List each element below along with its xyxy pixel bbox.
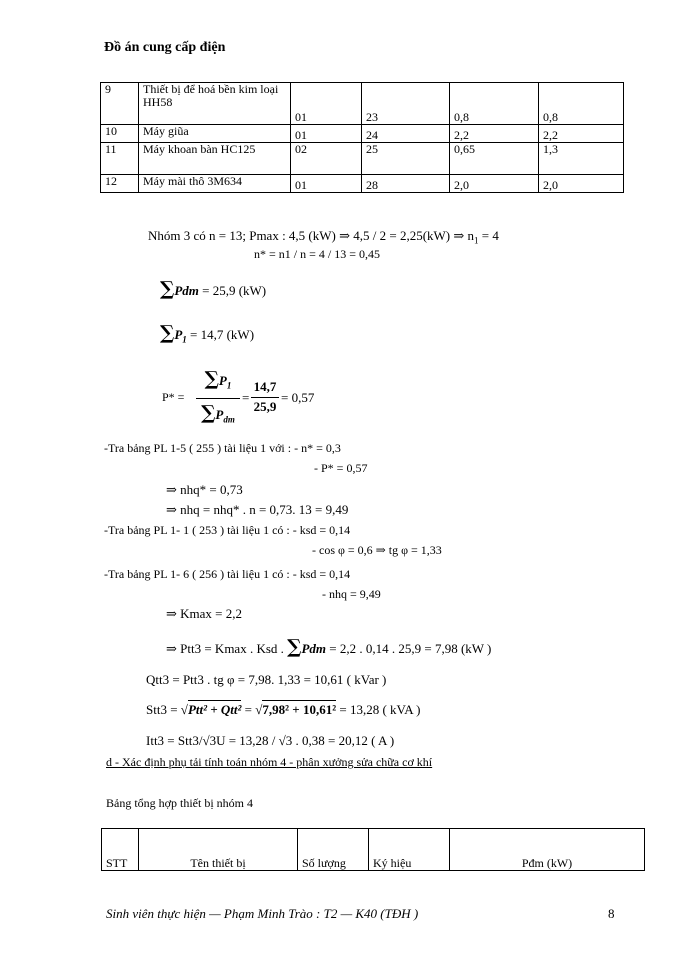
sqrt-expression-numeric: 7,98² + 10,61² (262, 702, 337, 717)
sum-pdm-line: ∑Pdm = 25,9 (kW) (160, 278, 267, 300)
lookup-line-3b: - nhq = 9,49 (322, 587, 381, 601)
fraction-numerator-value: 14,7 (253, 379, 277, 394)
name-cell: Máy giũa (139, 125, 291, 143)
page-header: Đồ án cung cấp điện (104, 40, 226, 55)
kmax-line: ⇒ Kmax = 2,2 (166, 606, 242, 621)
header-name: Tên thiết bị (139, 829, 298, 871)
lookup-line-1b: - P* = 0,57 (314, 461, 368, 475)
header-stt: STT (102, 829, 139, 871)
p-cell: 2,2 (450, 125, 539, 143)
sqrt-expression-symbolic: Ptt² + Qtt² (187, 702, 242, 717)
table-row (101, 83, 624, 125)
page-number: 8 (608, 906, 615, 921)
equals-sign: = (242, 390, 250, 405)
lookup-line-3: -Tra bảng PL 1- 6 ( 256 ) tài liệu 1 có : - ksd = 0,14 (104, 567, 351, 581)
qty-cell: 02 (291, 143, 362, 175)
lookup-line-1: -Tra bảng PL 1-5 ( 255 ) tài liệu 1 với : - n* = 0,3 (104, 441, 341, 455)
sigma-icon: ∑ (160, 278, 175, 300)
equipment-table-group3 (100, 82, 624, 193)
stt-cell: 9 (101, 83, 139, 125)
p-total-cell: 2,0 (539, 175, 624, 193)
table-row (101, 125, 624, 143)
sigma-icon: ∑ (160, 322, 175, 344)
stt-cell: 10 (101, 125, 139, 143)
stt-line: Stt3 = √Ptt² + Qtt² = √7,98² + 10,61² = 13,28 ( kVA ) (146, 702, 421, 717)
qtt-line: Qtt3 = Ptt3 . tg φ = 7,98. 1,33 = 10,61 ( kVar ) (146, 672, 387, 687)
p-cell: 2,0 (450, 175, 539, 193)
p-cell: 0,8 (450, 83, 539, 125)
header-symbol: Ký hiệu (369, 829, 450, 871)
nhq-line: ⇒ nhq = nhq* . n = 0,73. 13 = 9,49 (166, 502, 349, 517)
qty-cell: 01 (291, 83, 362, 125)
qty-cell: 01 (291, 125, 362, 143)
itt-line: Itt3 = Stt3/√3U = 13,28 / √3 . 0,38 = 20,12 ( A ) (146, 733, 395, 748)
name-cell: Thiết bị để hoá bền kim loại HH58 (139, 83, 291, 125)
sym-cell: 24 (362, 125, 450, 143)
p-star-value: = 0,57 (281, 390, 315, 405)
ptt-line: ⇒ Ptt3 = Kmax . Ksd . ∑Pdm = 2,2 . 0,14 . 25,9 = 7,98 (kW ) (166, 636, 492, 658)
table2-caption: Bảng tổng hợp thiết bị nhóm 4 (106, 796, 254, 810)
lookup-line-2b: - cos φ = 0,6 ⇒ tg φ = 1,33 (312, 543, 442, 557)
p-star-label: P* = (162, 390, 185, 404)
lookup-line-2: -Tra bảng PL 1- 1 ( 253 ) tài liệu 1 có : - ksd = 0,14 (104, 523, 351, 537)
group3-summary-line: Nhóm 3 có n = 13; Pmax : 4,5 (kW) ⇒ 4,5 / 2 = 2,25(kW) ⇒ $n_1 = 4$ (148, 228, 499, 246)
nhq-star-line: ⇒ nhq* = 0,73 (166, 482, 243, 497)
qty-cell: 01 (291, 175, 362, 193)
fraction-numerator-sum: $\sum P_1$ (204, 368, 232, 391)
fraction-denominator-sum: $\sum P_{dm}$ (201, 402, 235, 425)
equipment-table-group4 (101, 828, 645, 871)
sym-cell: 25 (362, 143, 450, 175)
p-total-cell: 1,3 (539, 143, 624, 175)
p-cell: 0,65 (450, 143, 539, 175)
fraction-denominator-value: 25,9 (253, 399, 277, 414)
sym-cell: 23 (362, 83, 450, 125)
sigma-icon: ∑ (204, 368, 219, 390)
name-cell: Máy khoan bàn HC125 (139, 143, 291, 175)
p-total-cell: 0,8 (539, 83, 624, 125)
fraction-bar (251, 397, 279, 398)
sym-cell: 28 (362, 175, 450, 193)
section-d-heading: d - Xác định phụ tải tính toán nhóm 4 - phân xưởng sửa chữa cơ khí (106, 755, 433, 769)
header-qty: Số lượng (298, 829, 369, 871)
p-total-cell: 2,2 (539, 125, 624, 143)
name-cell: Máy mài thô 3M634 (139, 175, 291, 193)
n-star-line: n* = n1 / n = 4 / 13 = 0,45 (254, 247, 380, 261)
page-footer: Sinh viên thực hiện — Phạm Minh Trào : T2 — K40 (TĐH ) (106, 906, 419, 921)
sigma-icon: ∑ (201, 402, 216, 424)
sum-p1-line: $\sum P_1 = 14,7$ (kW) (160, 322, 255, 345)
sigma-icon: ∑ (287, 636, 302, 658)
stt-cell: 11 (101, 143, 139, 175)
fraction-bar (196, 398, 240, 399)
stt-cell: 12 (101, 175, 139, 193)
table-row (101, 143, 624, 175)
table-row (101, 175, 624, 193)
header-power: Pđm (kW) (450, 829, 645, 871)
table-header-row (102, 829, 645, 871)
